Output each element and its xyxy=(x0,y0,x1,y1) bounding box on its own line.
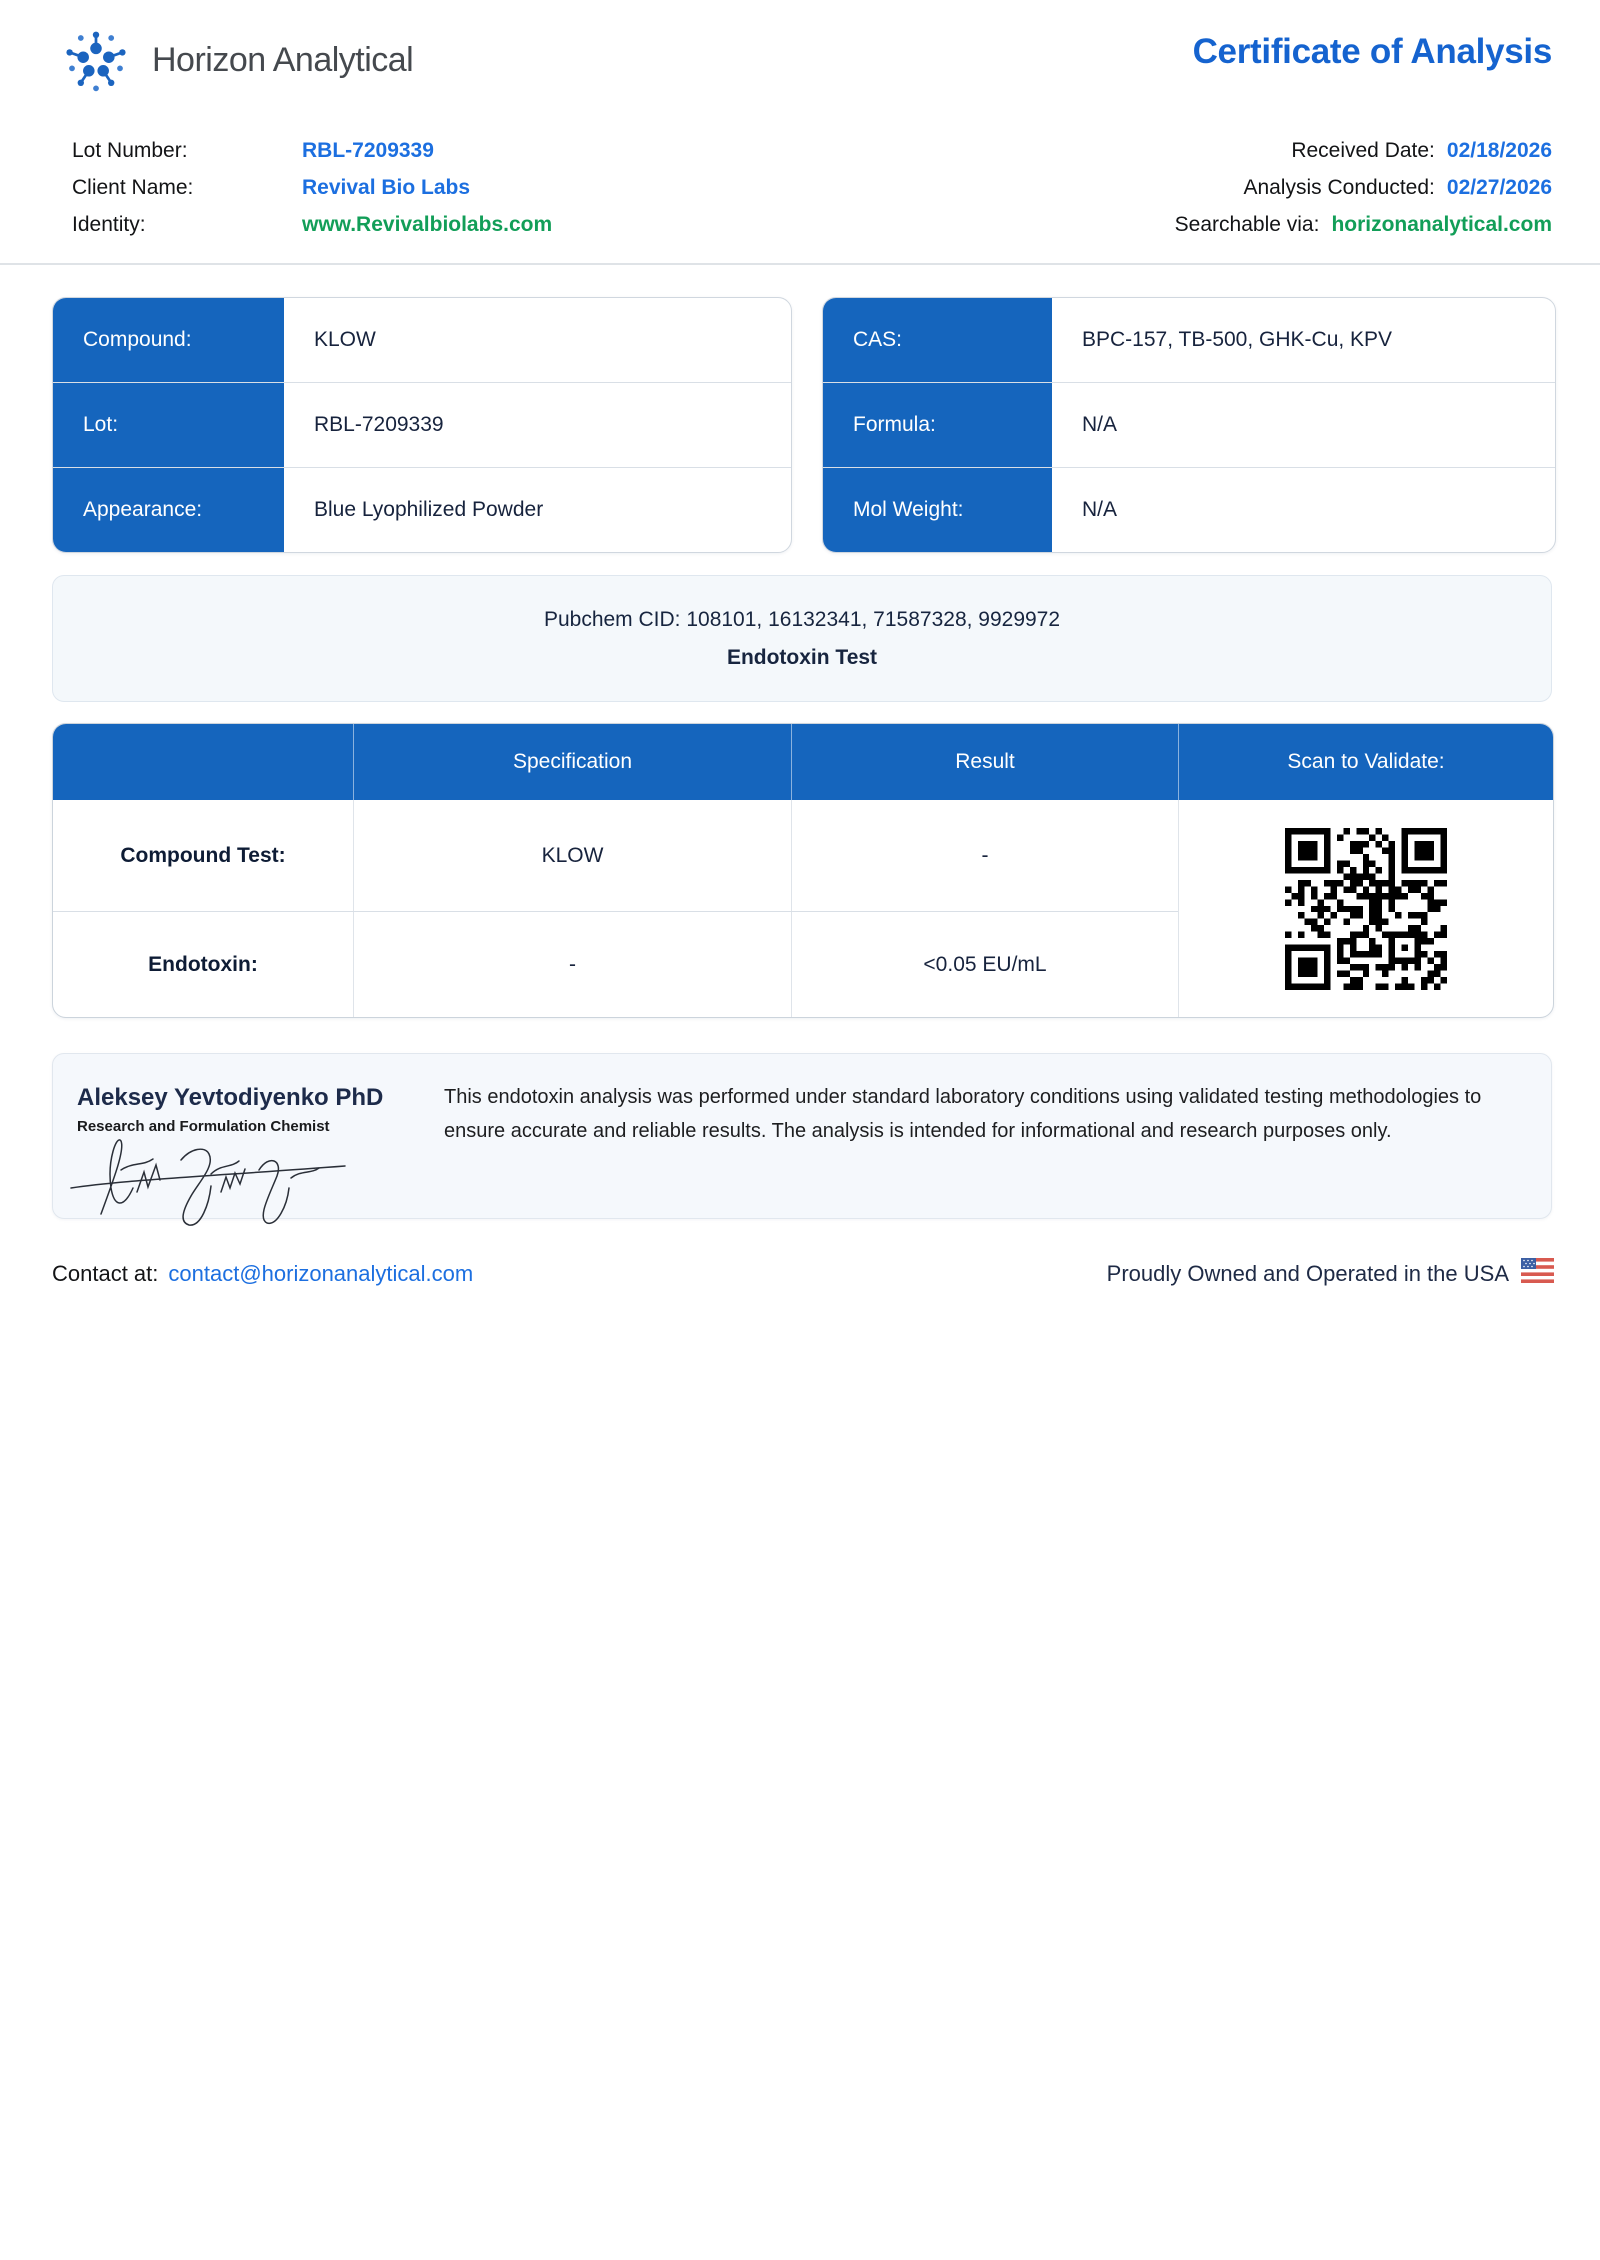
cas-label: CAS: xyxy=(823,298,1052,382)
endotoxin-label: Endotoxin: xyxy=(148,952,258,976)
table-row xyxy=(823,298,1555,383)
signatory-name: Aleksey Yevtodiyenko PhD xyxy=(77,1084,384,1111)
meta-row xyxy=(1175,206,1552,243)
analysis-conducted-label: Analysis Conducted: xyxy=(1243,175,1435,199)
endotoxin-result: <0.05 EU/mL xyxy=(923,952,1047,976)
signature-box xyxy=(52,1053,1552,1219)
pubchem-box xyxy=(52,575,1552,702)
header-empty-cell xyxy=(53,724,353,800)
identity-value[interactable]: www.Revivalbiolabs.com xyxy=(302,212,553,236)
meta-row xyxy=(72,206,552,243)
test-results-table xyxy=(52,723,1554,1018)
table-row xyxy=(823,468,1555,552)
header-scan-to-validate: Scan to Validate: xyxy=(1178,724,1553,800)
formula-label: Formula: xyxy=(823,383,1052,467)
client-name-label: Client Name: xyxy=(72,175,194,199)
compound-test-result: - xyxy=(981,843,989,867)
lot-number-value: RBL-7209339 xyxy=(302,138,434,162)
lot-value: RBL-7209339 xyxy=(314,413,444,436)
identity-label: Identity: xyxy=(72,212,146,236)
mol-weight-value: N/A xyxy=(1082,498,1118,521)
meta-row xyxy=(1175,169,1552,206)
table-row xyxy=(53,468,791,552)
contact-label: Contact at: xyxy=(52,1260,159,1286)
molecule-icon xyxy=(56,18,136,103)
page-footer xyxy=(52,1258,1554,1289)
lot-number-label: Lot Number: xyxy=(72,138,188,162)
ownership-text: Proudly Owned and Operated in the USA xyxy=(1106,1260,1509,1286)
contact-email-link[interactable]: contact@horizonanalytical.com xyxy=(168,1260,474,1286)
cas-value: BPC-157, TB-500, GHK-Cu, KPV xyxy=(1082,328,1393,351)
compound-value: KLOW xyxy=(314,328,376,351)
compound-info-table xyxy=(52,297,792,553)
table-row xyxy=(53,383,791,468)
endotoxin-specification: - xyxy=(569,952,576,976)
us-flag-icon xyxy=(1521,1258,1554,1289)
received-date-label: Received Date: xyxy=(1291,138,1435,162)
test-table-header xyxy=(53,724,1553,800)
meta-row xyxy=(72,132,552,169)
page-title: Certificate of Analysis xyxy=(1192,32,1552,71)
ownership-block xyxy=(1107,1258,1554,1289)
received-date-value: 02/18/2026 xyxy=(1446,138,1552,162)
meta-row xyxy=(1175,132,1552,169)
compound-label: Compound: xyxy=(53,298,284,382)
client-name-value: Revival Bio Labs xyxy=(302,175,471,199)
test-table-body xyxy=(53,800,1553,1017)
analysis-conducted-value: 02/27/2026 xyxy=(1446,175,1552,199)
meta-right-block xyxy=(1175,132,1552,243)
chemical-info-table xyxy=(822,297,1556,553)
appearance-label: Appearance: xyxy=(53,468,284,552)
table-row xyxy=(823,383,1555,468)
appearance-value: Blue Lyophilized Powder xyxy=(314,498,544,521)
brand-logo xyxy=(56,18,413,103)
mol-weight-label: Mol Weight: xyxy=(823,468,1052,552)
header-divider xyxy=(0,263,1600,265)
signature-icon xyxy=(63,1126,363,1231)
pubchem-cid-line: Pubchem CID: 108101, 16132341, 71587328, 9929972 xyxy=(543,607,1061,631)
meta-row xyxy=(72,169,552,206)
disclaimer-text: This endotoxin analysis was performed under standard laboratory conditions using validated testing methodologies to ensure accurate and reliable results. The analysis is intended for informational and research purposes only. xyxy=(444,1086,1482,1142)
header-specification: Specification xyxy=(353,724,791,800)
qr-code xyxy=(1179,800,1553,1017)
signatory-role: Research and Formulation Chemist xyxy=(77,1118,330,1135)
searchable-via-label: Searchable via: xyxy=(1174,212,1320,236)
meta-left-block xyxy=(72,132,552,243)
contact-block xyxy=(52,1261,473,1287)
searchable-via-value[interactable]: horizonanalytical.com xyxy=(1331,212,1552,236)
compound-test-specification: KLOW xyxy=(541,843,604,867)
header-result: Result xyxy=(791,724,1178,800)
compound-test-label: Compound Test: xyxy=(120,843,286,867)
brand-name: Horizon Analytical xyxy=(152,41,414,79)
table-row xyxy=(53,298,791,383)
lot-label: Lot: xyxy=(53,383,284,467)
formula-value: N/A xyxy=(1082,413,1118,436)
endotoxin-test-heading: Endotoxin Test xyxy=(726,645,878,669)
